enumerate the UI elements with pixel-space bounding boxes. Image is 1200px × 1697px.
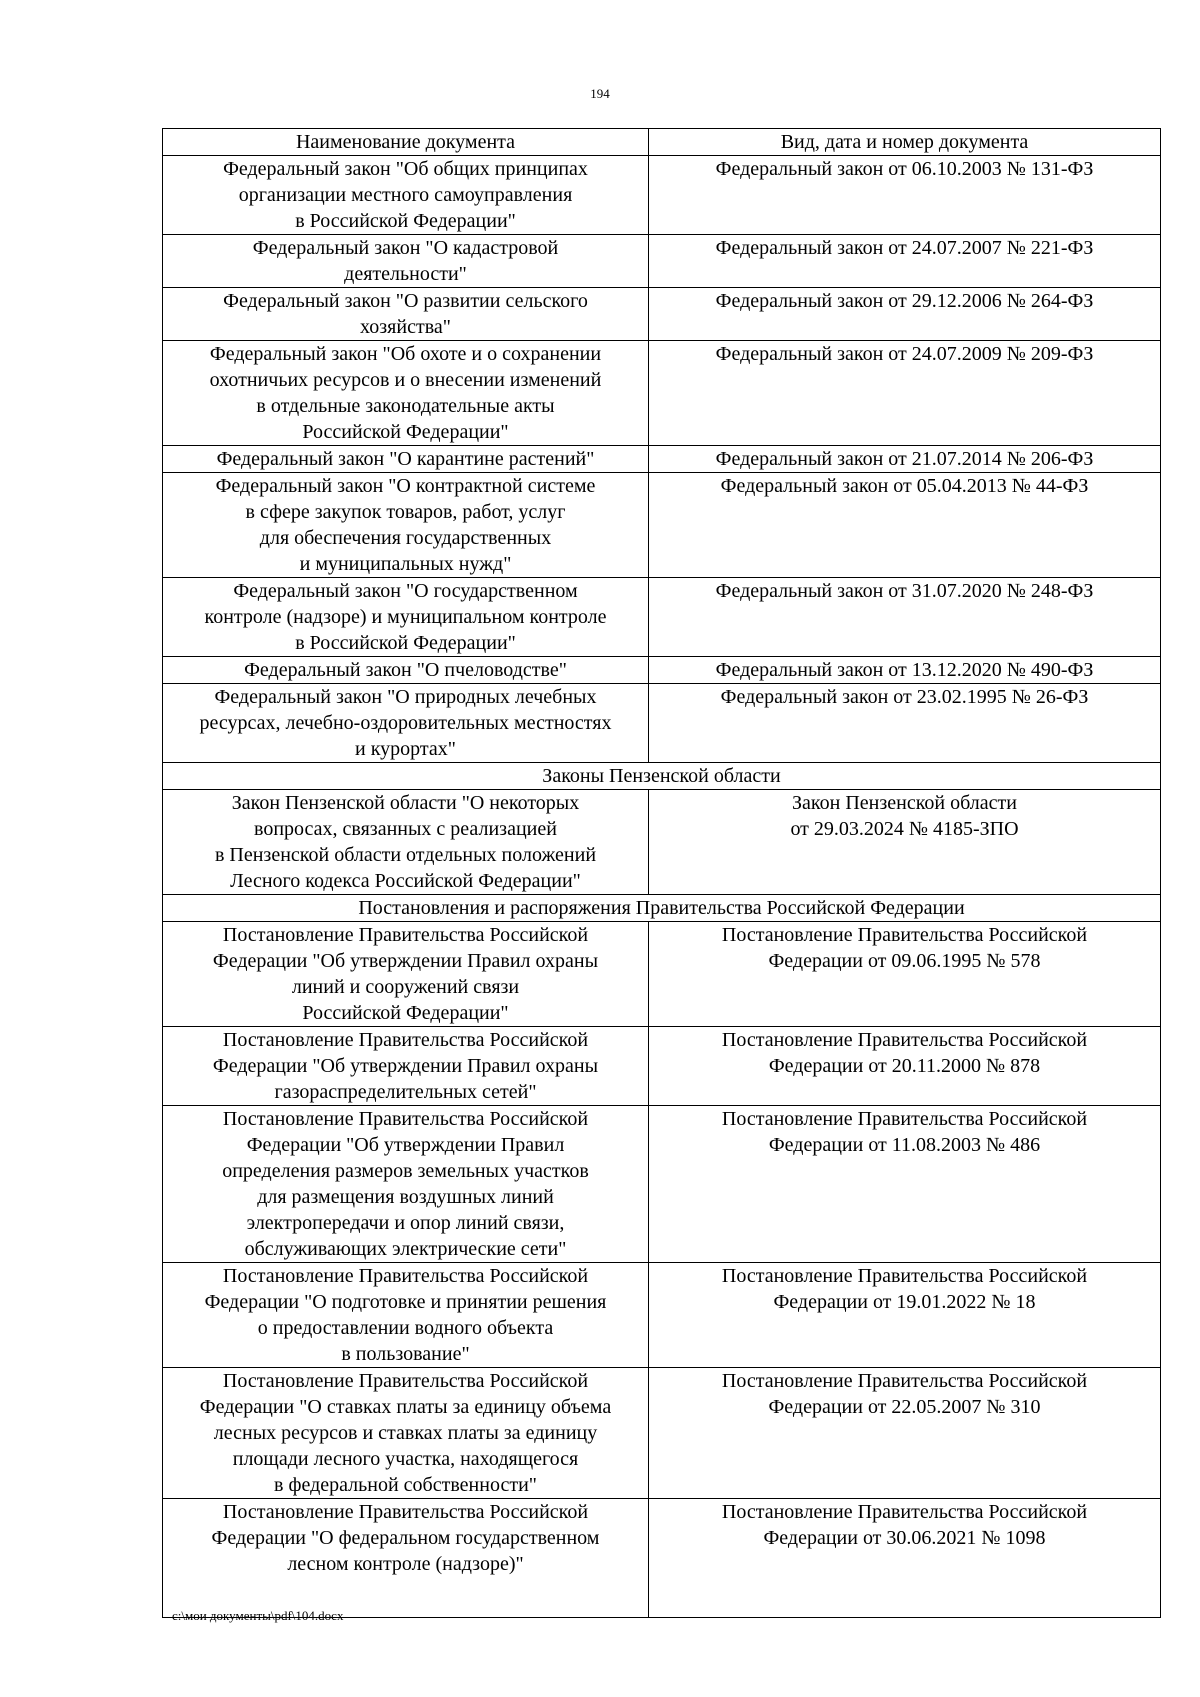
document-ref-cell — [649, 684, 1161, 763]
document-name-line: Федеральный закон "Об охоте и о сохранении — [209, 343, 602, 365]
document-ref-cell — [649, 235, 1161, 288]
table-row — [163, 1263, 1161, 1368]
document-name-cell — [163, 922, 649, 1027]
document-name-line: Федеральный закон "Об общих принципах — [223, 158, 588, 180]
document-name-line: Федеральный закон "О природных лечебных — [214, 686, 597, 708]
document-name-line: хозяйства" — [360, 316, 451, 338]
document-ref-line: Федеральный закон от 23.02.1995 № 26-ФЗ — [720, 686, 1089, 708]
document-ref-cell — [649, 1499, 1161, 1618]
section-title: Законы Пензенской области — [163, 763, 1161, 790]
document-name-line: в Пензенской области отдельных положений — [214, 844, 597, 866]
document-name-cell — [163, 1499, 649, 1618]
document-name-line: линий и сооружений связи — [291, 976, 520, 998]
document-name-line: определения размеров земельных участков — [222, 1160, 589, 1182]
document-name-line: Российской Федерации" — [302, 421, 509, 443]
document-name-line: в Российской Федерации" — [295, 210, 516, 232]
document-name-line: Федерации "Об утверждении Правил охраны — [212, 1055, 599, 1077]
document-name-line: Федеральный закон "О государственном — [233, 580, 578, 602]
document-ref-line: Федерации от 22.05.2007 № 310 — [768, 1396, 1041, 1418]
document-name-line: Российской Федерации" — [302, 1002, 509, 1024]
document-ref-cell — [649, 341, 1161, 446]
document-name-line: Постановление Правительства Российской — [222, 1370, 589, 1392]
document-name-line: вопросах, связанных с реализацией — [254, 818, 557, 840]
document-name-line: лесном контроле (надзоре)" — [287, 1553, 524, 1575]
document-name-line: Федерации "Об утверждении Правил — [246, 1134, 565, 1156]
document-name-line: ресурсах, лечебно-оздоровительных местностях — [199, 712, 612, 734]
section-title: Постановления и распоряжения Правительства Российской Федерации — [163, 895, 1161, 922]
document-name-line: и муниципальных нужд" — [299, 553, 512, 575]
document-name-line: в отдельные законодательные акты — [256, 395, 555, 417]
documents-table — [162, 128, 1161, 1618]
document-ref-line: Федеральный закон от 21.07.2014 № 206-ФЗ — [715, 448, 1094, 470]
document-name-line: газораспределительных сетей" — [274, 1081, 537, 1103]
document-name-line: в федеральной собственности" — [274, 1474, 537, 1496]
document-name-cell — [163, 1106, 649, 1263]
document-ref-line: Постановление Правительства Российской — [721, 1029, 1088, 1051]
document-ref-line: Федерации от 11.08.2003 № 486 — [768, 1134, 1041, 1156]
document-name-line: организации местного самоуправления — [238, 184, 573, 206]
document-ref-line: Федерации от 30.06.2021 № 1098 — [763, 1527, 1046, 1549]
table-row — [163, 341, 1161, 446]
document-name-line: Постановление Правительства Российской — [222, 1108, 589, 1130]
document-ref-cell — [649, 1106, 1161, 1263]
document-ref-line: Федеральный закон от 29.12.2006 № 264-ФЗ — [715, 290, 1094, 312]
document-name-cell — [163, 288, 649, 341]
section-header-row — [163, 763, 1161, 790]
document-ref-cell — [649, 288, 1161, 341]
table-row — [163, 790, 1161, 895]
document-ref-line: Федерации от 20.11.2000 № 878 — [768, 1055, 1041, 1077]
document-name-line: Федеральный закон "О карантине растений" — [216, 448, 595, 470]
table-row — [163, 578, 1161, 657]
document-name-line: Федеральный закон "О пчеловодстве" — [244, 659, 567, 681]
document-name-line: лесных ресурсов и ставках платы за единицу — [213, 1422, 598, 1444]
document-name-cell — [163, 446, 649, 473]
section-header-row — [163, 895, 1161, 922]
table-row — [163, 156, 1161, 235]
table-header-row — [163, 129, 1161, 156]
file-path-footer: c:\мои документы\pdf\104.docx — [172, 1608, 344, 1623]
document-ref-line: Постановление Правительства Российской — [721, 1370, 1088, 1392]
header-document-ref: Вид, дата и номер документа — [649, 129, 1161, 156]
document-ref-cell — [649, 156, 1161, 235]
table-row — [163, 1368, 1161, 1499]
document-name-line: о предоставлении водного объекта — [257, 1317, 554, 1339]
table-row — [163, 657, 1161, 684]
page-number: 194 — [590, 86, 610, 101]
document-name-cell — [163, 578, 649, 657]
document-name-line: Федеральный закон "О кадастровой — [252, 237, 559, 259]
document-name-line: Постановление Правительства Российской — [222, 1029, 589, 1051]
document-name-cell — [163, 1263, 649, 1368]
document-name-line: Постановление Правительства Российской — [222, 924, 589, 946]
document-name-line: Постановление Правительства Российской — [222, 1265, 589, 1287]
document-ref-line: Постановление Правительства Российской — [721, 924, 1088, 946]
document-ref-cell — [649, 473, 1161, 578]
documents-table-body — [163, 129, 1161, 1618]
document-ref-cell — [649, 657, 1161, 684]
document-name-line: в пользование" — [341, 1343, 470, 1365]
document-name-line: Закон Пензенской области "О некоторых — [231, 792, 580, 814]
document-name-cell — [163, 790, 649, 895]
document-name-line: Федеральный закон "О развитии сельского — [223, 290, 588, 312]
document-ref-line: Федеральный закон от 24.07.2009 № 209-ФЗ — [715, 343, 1094, 365]
document-name-cell — [163, 235, 649, 288]
table-row — [163, 235, 1161, 288]
document-ref-line: Федеральный закон от 05.04.2013 № 44-ФЗ — [720, 475, 1089, 497]
table-row — [163, 288, 1161, 341]
document-name-line: для размещения воздушных линий — [257, 1186, 554, 1208]
document-name-line: деятельности" — [344, 263, 467, 285]
document-name-line: и курортах" — [355, 738, 456, 760]
document-name-cell — [163, 156, 649, 235]
document-name-cell — [163, 1368, 649, 1499]
document-ref-line: Федеральный закон от 13.12.2020 № 490-ФЗ — [715, 659, 1094, 681]
document-ref-line: Федеральный закон от 24.07.2007 № 221-ФЗ — [715, 237, 1094, 259]
document-ref-cell — [649, 446, 1161, 473]
document-ref-line: от 29.03.2024 № 4185-ЗПО — [790, 818, 1019, 840]
document-ref-line: Постановление Правительства Российской — [721, 1108, 1088, 1130]
document-ref-cell — [649, 578, 1161, 657]
document-ref-cell — [649, 922, 1161, 1027]
document-ref-line: Федерации от 09.06.1995 № 578 — [768, 950, 1041, 972]
table-row — [163, 922, 1161, 1027]
document-name-line: Федеральный закон "О контрактной системе — [215, 475, 596, 497]
document-name-line: Лесного кодекса Российской Федерации" — [230, 870, 581, 892]
document-name-line: контроле (надзоре) и муниципальном контроле — [204, 606, 607, 628]
document-name-cell — [163, 473, 649, 578]
table-row — [163, 446, 1161, 473]
header-document-name: Наименование документа — [163, 129, 649, 156]
document-name-line: электропередачи и опор линий связи, — [246, 1212, 565, 1234]
table-row — [163, 1499, 1161, 1618]
document-name-line: Федерации "О ставках платы за единицу объема — [199, 1396, 612, 1418]
document-ref-cell — [649, 790, 1161, 895]
table-row — [163, 1106, 1161, 1263]
table-row — [163, 684, 1161, 763]
document-ref-line: Федеральный закон от 06.10.2003 № 131-ФЗ — [715, 158, 1094, 180]
document-name-line: охотничьих ресурсов и о внесении изменений — [209, 369, 602, 391]
document-ref-cell — [649, 1368, 1161, 1499]
document-ref-line: Постановление Правительства Российской — [721, 1501, 1088, 1523]
document-name-cell — [163, 657, 649, 684]
document-name-line: Федерации "О федеральном государственном — [211, 1527, 600, 1549]
document-name-cell — [163, 684, 649, 763]
table-row — [163, 1027, 1161, 1106]
document-name-line: для обеспечения государственных — [259, 527, 552, 549]
document-name-line: Постановление Правительства Российской — [222, 1501, 589, 1523]
table-row — [163, 473, 1161, 578]
document-name-line: в сфере закупок товаров, работ, услуг — [245, 501, 566, 523]
document-name-line: площади лесного участка, находящегося — [232, 1448, 579, 1470]
document-ref-line: Закон Пензенской области — [792, 792, 1017, 814]
document-name-cell — [163, 1027, 649, 1106]
document-name-cell — [163, 341, 649, 446]
document-name-line: обслуживающих электрические сети" — [244, 1238, 567, 1260]
document-ref-line: Постановление Правительства Российской — [721, 1265, 1088, 1287]
document-ref-cell — [649, 1027, 1161, 1106]
document-name-line: Федерации "Об утверждении Правил охраны — [212, 950, 599, 972]
document-ref-line: Федерации от 19.01.2022 № 18 — [773, 1291, 1036, 1313]
document-name-line: в Российской Федерации" — [295, 632, 516, 654]
document-ref-cell — [649, 1263, 1161, 1368]
document-name-line: Федерации "О подготовке и принятии решения — [204, 1291, 607, 1313]
document-ref-line: Федеральный закон от 31.07.2020 № 248-ФЗ — [715, 580, 1094, 602]
